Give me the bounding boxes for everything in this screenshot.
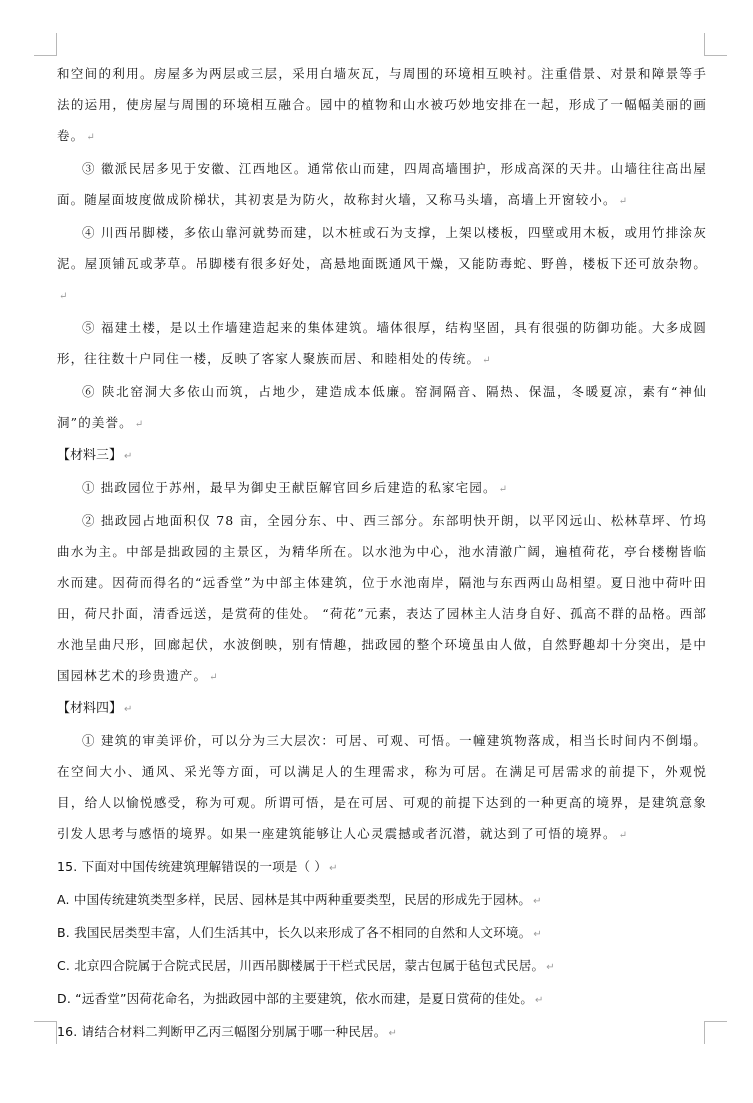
paragraph-mark: ↵	[209, 672, 219, 683]
paragraph-text: ② 拙政园占地面积仅 78 亩，全园分东、中、西三部分。东部明快开朗，以平冈远山、松林草坪、竹坞曲水为主。中部是拙政园的主景区，为精华所在。以水池为中心，池水清澈广阔，遍植荷花，亭台楼榭皆临水而建。因荷而得名的“远香堂”为中部主体建筑，位于水池南岸，隔池与东西两山岛相望。夏日池中荷叶田田，荷尺扑面，清香远送，是赏荷的佳处。 “荷花”元素，表达了园林主人洁身自好、孤高不群的品格。西部水池呈曲尺形，回廊起伏，水波倒映，别有情趣，拙政园的整个环境虽由人做，自然野趣却十分突出，是中国园林艺术的珍贵遗产。	[57, 513, 707, 683]
option-text: B. 我国民居类型丰富，人们生活其中，长久以来形成了各不相同的自然和人文环境。	[57, 925, 532, 940]
paragraph-text: ⑥ 陕北窑洞大多依山而筑，占地少，建造成本低廉。窑洞隔音、隔热、保温，冬暖夏凉，素有“神仙洞”的美誉。	[57, 384, 707, 430]
question-text: 15. 下面对中国传统建筑理解错误的一项是（ ）	[57, 859, 328, 874]
paragraph-stilt-house	[57, 217, 707, 312]
paragraph-mark: ↵	[482, 355, 492, 366]
document-body	[57, 58, 707, 1049]
paragraph-mark: ↵	[618, 830, 629, 841]
paragraph-yaodong	[57, 376, 707, 440]
paragraph-text: ① 建筑的审美评价，可以分为三大层次：可居、可观、可悟。一幢建筑物落成，相当长时间内不倒塌。在空间大小、通风、采光等方面，可以满足人的生理需求，称为可居。在满足可居需求的前提下，外观悦目，给人以愉悦感受，称为可观。所谓可悟，是在可居、可观的前提下达到的一种更高的境界，是建筑意象引发人思考与感悟的境界。如果一座建筑能够让人心灵震撼或者沉潜，就达到了可悟的境界。	[57, 733, 707, 841]
material-3-heading	[57, 440, 707, 472]
paragraph-gardens-continued	[57, 58, 707, 153]
paragraph-mark: ↵	[124, 451, 133, 462]
paragraph-mark: ↵	[59, 291, 69, 302]
material-4-paragraph-1	[57, 725, 707, 851]
question-15-option-c	[57, 950, 707, 983]
option-text: C. 北京四合院属于合院式民居，川西吊脚楼属于干栏式民居，蒙古包属于毡包式民居。	[57, 958, 545, 973]
paragraph-mark: ↵	[546, 962, 555, 973]
paragraph-mark: ↵	[533, 896, 542, 907]
paragraph-text: ④ 川西吊脚楼，多依山靠河就势而建，以木桩或石为支撑，上架以楼板，四壁或用木板，或用竹排涂灰泥。屋顶铺瓦或茅草。吊脚楼有很多好处，高悬地面既通风干燥，又能防毒蛇、野兽，楼板下还可放杂物。	[57, 225, 707, 271]
crop-mark-bottom-left	[34, 1021, 57, 1044]
question-16-stem	[57, 1016, 707, 1049]
heading-text: 【材料四】	[57, 701, 123, 716]
material-3-paragraph-2	[57, 505, 707, 693]
option-text: A. 中国传统建筑类型多样，民居、园林是其中两种重要类型，民居的形成先于园林。	[57, 892, 532, 907]
paragraph-mark: ↵	[124, 704, 133, 715]
paragraph-mark: ↵	[535, 995, 544, 1006]
heading-text: 【材料三】	[57, 448, 123, 463]
paragraph-huizhou-residence	[57, 153, 707, 217]
crop-mark-bottom-right	[704, 1021, 727, 1044]
question-text: 16. 请结合材料二判断甲乙丙三幅图分别属于哪一种民居。	[57, 1024, 387, 1039]
material-4-heading	[57, 693, 707, 725]
paragraph-text: 和空间的利用。房屋多为两层或三层，采用白墙灰瓦，与周围的环境相互映衬。注重借景、对景和障景等手法的运用，使房屋与周围的环境相互融合。园中的植物和山水被巧妙地安排在一起，形成了一幅幅美丽的画卷。	[57, 66, 707, 143]
paragraph-mark: ↵	[498, 484, 509, 495]
paragraph-mark: ↵	[388, 1028, 398, 1039]
paragraph-mark: ↵	[134, 419, 145, 430]
paragraph-mark: ↵	[329, 863, 338, 874]
paragraph-text: ③ 徽派民居多见于安徽、江西地区。通常依山而建，四周高墙围护，形成高深的天井。山墙往往高出屋面。随屋面坡度做成阶梯状，其初衷是为防火，故称封火墙，又称马头墙，高墙上开窗较小。	[57, 161, 707, 207]
question-15-option-a	[57, 884, 707, 917]
option-text: D. “远香堂”因荷花命名，为拙政园中部的主要建筑，依水而建，是夏日赏荷的佳处。	[57, 991, 534, 1006]
paragraph-mark: ↵	[533, 929, 542, 940]
material-3-paragraph-1	[57, 472, 707, 505]
question-15-option-b	[57, 917, 707, 950]
paragraph-text: ⑤ 福建土楼，是以土作墙建造起来的集体建筑。墙体很厚，结构坚固，具有很强的防御功能。大多成圆形，往往数十户同住一楼，反映了客家人聚族而居、和睦相处的传统。	[57, 320, 707, 366]
paragraph-tulou	[57, 312, 707, 376]
crop-mark-top-left	[34, 33, 57, 56]
paragraph-text: ① 拙政园位于苏州，最早为御史王献臣解官回乡后建造的私家宅园。	[82, 480, 497, 495]
paragraph-mark: ↵	[618, 196, 629, 207]
paragraph-mark: ↵	[86, 132, 96, 143]
question-15-option-d	[57, 983, 707, 1016]
crop-mark-top-right	[704, 33, 727, 56]
question-15-stem	[57, 851, 707, 884]
